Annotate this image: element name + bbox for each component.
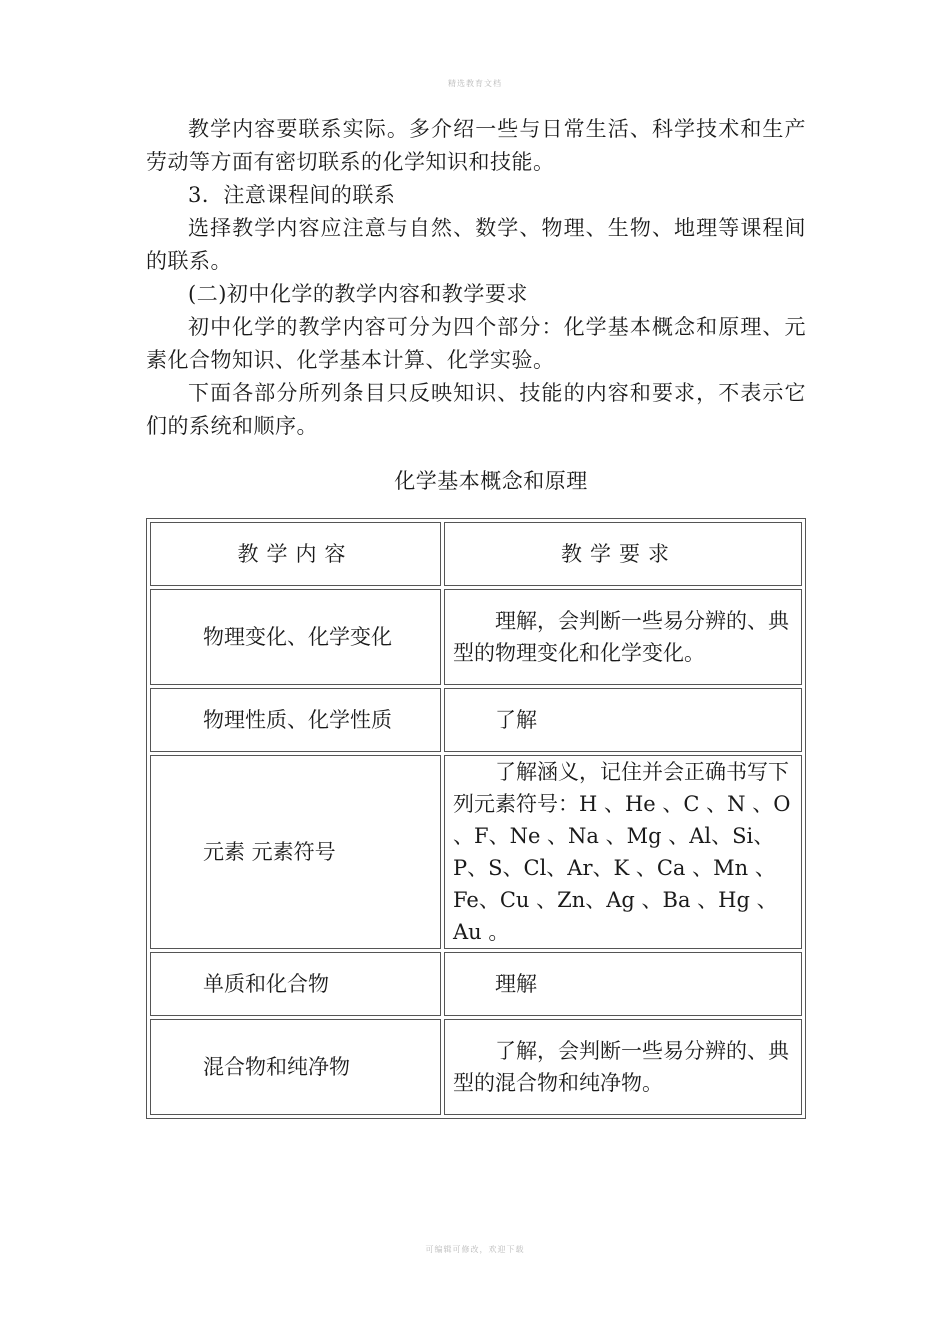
requirement-cell: [444, 952, 802, 1016]
document-body: [146, 113, 806, 1119]
table-row: [150, 755, 802, 949]
requirement-cell: [444, 1019, 802, 1115]
content-cell: 元素 元素符号: [150, 755, 441, 949]
content-cell: 物理变化、化学变化: [150, 589, 441, 685]
table-row: [150, 1019, 802, 1115]
content-cell: 混合物和纯净物: [150, 1019, 441, 1115]
paragraph-section-heading: (二)初中化学的教学内容和教学要求: [188, 282, 528, 306]
column-header-content: 教学内容: [150, 522, 441, 586]
requirement-text: 了解，会判断一些易分辨的、典型的混合物和纯净物。: [453, 1039, 789, 1095]
requirement-cell: [444, 589, 802, 685]
requirement-text: 理解: [495, 972, 537, 996]
requirement-cell: [444, 688, 802, 752]
paragraph-listing-note: 下面各部分所列条目只反映知识、技能的内容和要求，不表示它们的系统和顺序。: [146, 381, 806, 438]
column-header-requirement: 教学要求: [444, 522, 802, 586]
requirements-table: [146, 518, 806, 1119]
requirement-text: 了解: [495, 708, 537, 732]
content-cell: 物理性质、化学性质: [150, 688, 441, 752]
table-header-row: [150, 522, 802, 586]
content-cell: 单质和化合物: [150, 952, 441, 1016]
page-footer-watermark: 可编辑可修改，欢迎下载: [425, 1245, 525, 1254]
paragraph-four-parts: 初中化学的教学内容可分为四个部分：化学基本概念和原理、元素化合物知识、化学基本计算、化学实验。: [146, 315, 806, 372]
paragraph-practice: 教学内容要联系实际。多介绍一些与日常生活、科学技术和生产劳动等方面有密切联系的化学知识和技能。: [146, 117, 806, 174]
table-row: [150, 688, 802, 752]
paragraph-course-links: 选择教学内容应注意与自然、数学、物理、生物、地理等课程间的联系。: [146, 216, 806, 273]
table-title: 化学基本概念和原理: [394, 469, 588, 493]
requirement-text: 理解，会判断一些易分辨的、典型的物理变化和化学变化。: [453, 609, 789, 665]
table-row: [150, 589, 802, 685]
table-row: [150, 952, 802, 1016]
page-header-watermark: 精选教育文档: [448, 79, 502, 88]
paragraph-heading-3: 3．注意课程间的联系: [188, 183, 396, 207]
requirement-cell: [444, 755, 802, 949]
requirement-text: 了解涵义，记住并会正确书写下列元素符号：H 、He 、C 、N 、O 、F、Ne 、Na 、Mg 、Al、Si、P、S、Cl、Ar、K 、Ca 、Mn 、Fe、Cu 、Zn、Ag 、Ba 、Hg 、Au 。: [453, 760, 791, 944]
